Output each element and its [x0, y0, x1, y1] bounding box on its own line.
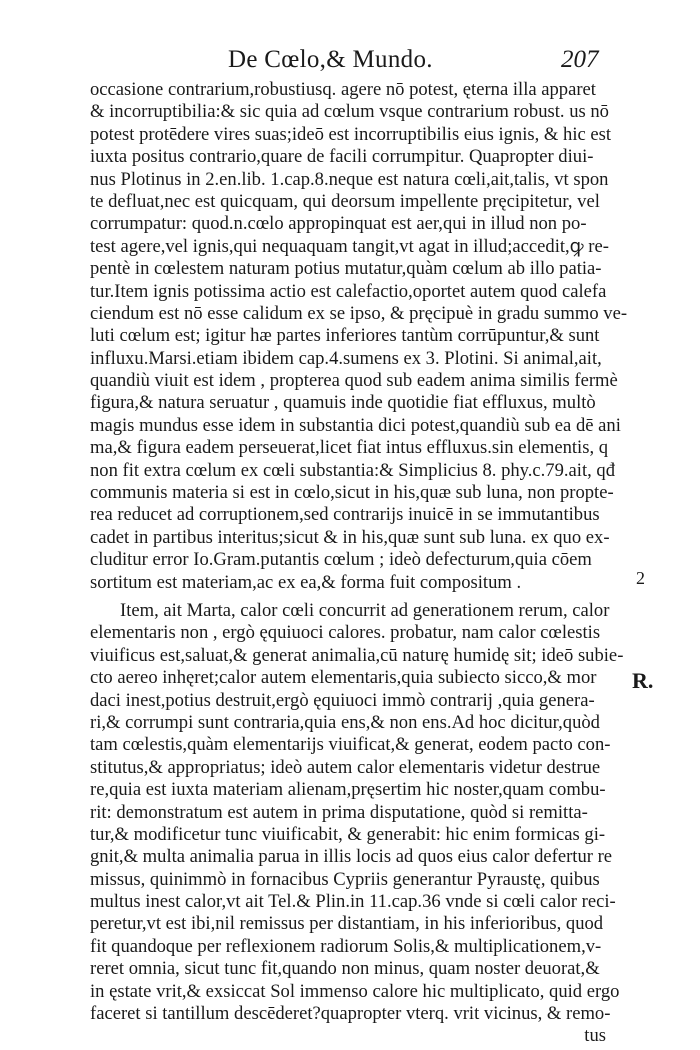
text-line: pentè in cœlestem naturam potius mutatur,quàm cœlum ab illo patia- — [90, 258, 602, 280]
catchword: tus — [584, 1025, 606, 1047]
text-line: rea reducet ad corruptionem,sed contrarijs inuicē in se immutantibus — [90, 504, 600, 526]
text-line: fit quandoque per reflexionem radiorum Solis,& multiplicationem,v- — [90, 935, 602, 957]
text-line: faceret si tantillum descēderet?quapropter vterq. vrit vicinus, & remo- — [90, 1003, 611, 1025]
text-line: influxu.Marsi.etiam ibidem cap.4.sumens ex 3. Plotini. Si animal,ait, — [90, 347, 602, 369]
text-line: cluditur error Io.Gram.putantis cœlum ; ideò defecturum,quia cōem — [90, 549, 592, 571]
running-head: De Cœlo,& Mundo. — [228, 46, 433, 73]
text-line: test agere,vel ignis,qui nequaquam tangit,vt agat in illud;accedit,ꝙ re- — [90, 235, 609, 257]
paragraph-2 — [90, 599, 624, 1048]
text-line: viuificus est,saluat,& generat animalia,cū naturę humidę sit; ideō subie- — [90, 644, 624, 666]
text-line: in ęstate vrit,& exsiccat Sol immenso calore hic multiplicato, quid ergo — [90, 980, 620, 1002]
margin-note: R. — [632, 668, 654, 693]
text-line: potest protēdere vires suas;ideō est incorruptibilis eius ignis, & hic est — [90, 123, 612, 145]
page-number: 207 — [561, 46, 599, 73]
text-line: tur.Item ignis potissima actio est calefactio,oportet autem quod calefa — [90, 280, 607, 302]
text-line: tur,& modificetur tunc viuificabit, & generabit: hic enim formicas gi- — [90, 823, 606, 845]
text-line: cadet in partibus interitus;sicut & in his,quæ sunt sub luna. ex quo ex- — [90, 526, 610, 548]
text-line: iuxta positus contrario,quare de facili corrumpitur. Quapropter diui- — [90, 146, 594, 168]
text-line: sortitum est materiam,ac ex ea,& forma fuit compositum . — [90, 571, 522, 593]
text-line: peretur,vt est ibi,nil remissus per distantiam, in his inferioribus, quod — [90, 913, 604, 935]
text-line: Item, ait Marta, calor cœli concurrit ad generationem rerum, calor — [120, 599, 610, 621]
text-line: missus, quinimmò in fornacibus Cypriis generantur Pyraustę, quibus — [90, 868, 600, 890]
text-line: figura,& natura seruatur , quamuis inde quotidie fiat effluxus, multò — [90, 392, 596, 414]
text-line: ma,& figura eadem perseuerat,licet fiat intus effluxus.sin elementis, q — [90, 437, 609, 459]
text-line: communis materia si est in cœlo,sicut in his,quæ sub luna, non propte- — [90, 482, 614, 504]
text-line: nus Plotinus in 2.en.lib. 1.cap.8.neque est natura cœli,ait,talis, vt spon — [90, 168, 609, 190]
text-line: re,quia est iuxta materiam alienam,pręsertim hic noster,quam combu- — [90, 779, 606, 801]
margin-note: 2 — [636, 568, 645, 588]
text-line: luti cœlum est; igitur hæ partes inferiores tantùm corrūpuntur,& sunt — [90, 325, 600, 347]
text-line: non fit extra cœlum ex cœli substantia:& Simplicius 8. phy.c.79.ait, qđ — [90, 459, 616, 481]
text-line: rit: demonstratum est autem in prima disputatione, quòd si remitta- — [90, 801, 588, 823]
text-line: & incorruptibilia:& sic quia ad cœlum vsque contrarium robust. us nō — [90, 101, 609, 123]
paragraph-1 — [90, 79, 628, 594]
text-line: quandiù viuit est idem , propterea quod sub eadem anima similis fermè — [90, 370, 618, 392]
text-line: te defluat,nec est quicquam, qui deorsum impellente pręcipitetur, vel — [90, 190, 600, 212]
text-line: cto aereo inhęret;calor autem elementaris,quia subiecto sicco,& mor — [90, 667, 597, 689]
text-line: magis mundus esse idem in substantia dici potest,quandiù sub ea dē ani — [90, 414, 621, 436]
text-line: reret omnia, sicut tunc fit,quando non minus, quam noster deuorat,& — [90, 958, 600, 980]
text-line: occasione contrarium,robustiusq. agere nō potest, ęterna illa apparet — [90, 79, 596, 100]
text-line: ri,& corrumpi sunt contraria,quia ens,& non ens.Ad hoc dicitur,quòd — [90, 711, 600, 733]
text-line: daci inest,potius destruit,ergò ęquiuoci immò contrarij ,quia genera- — [90, 689, 595, 711]
text-line: elementaris non , ergò ęquiuoci calores. probatur, nam calor cœlestis — [90, 622, 601, 644]
text-line: multus inest calor,vt ait Tel.& Plin.in 11.cap.36 vnde si cœli calor reci- — [90, 891, 616, 913]
text-line: stitutus,& appropriatus; ideò autem calor elementaris videtur destrue — [90, 756, 601, 778]
text-line: tam cœlestis,quàm elementarijs viuificat,& generat, eodem pacto con- — [90, 734, 611, 756]
text-line: ciendum est nō esse calidum ex se ipso, & pręcipuè in gradu summo ve- — [90, 302, 628, 324]
text-line: gnit,& multa animalia parua in illis locis ad quos eius calor defertur re — [90, 846, 613, 868]
text-line: corrumpatur: quod.n.cœlo appropinquat est aer,qui in illud non po- — [90, 213, 587, 235]
main-text — [90, 79, 628, 1048]
